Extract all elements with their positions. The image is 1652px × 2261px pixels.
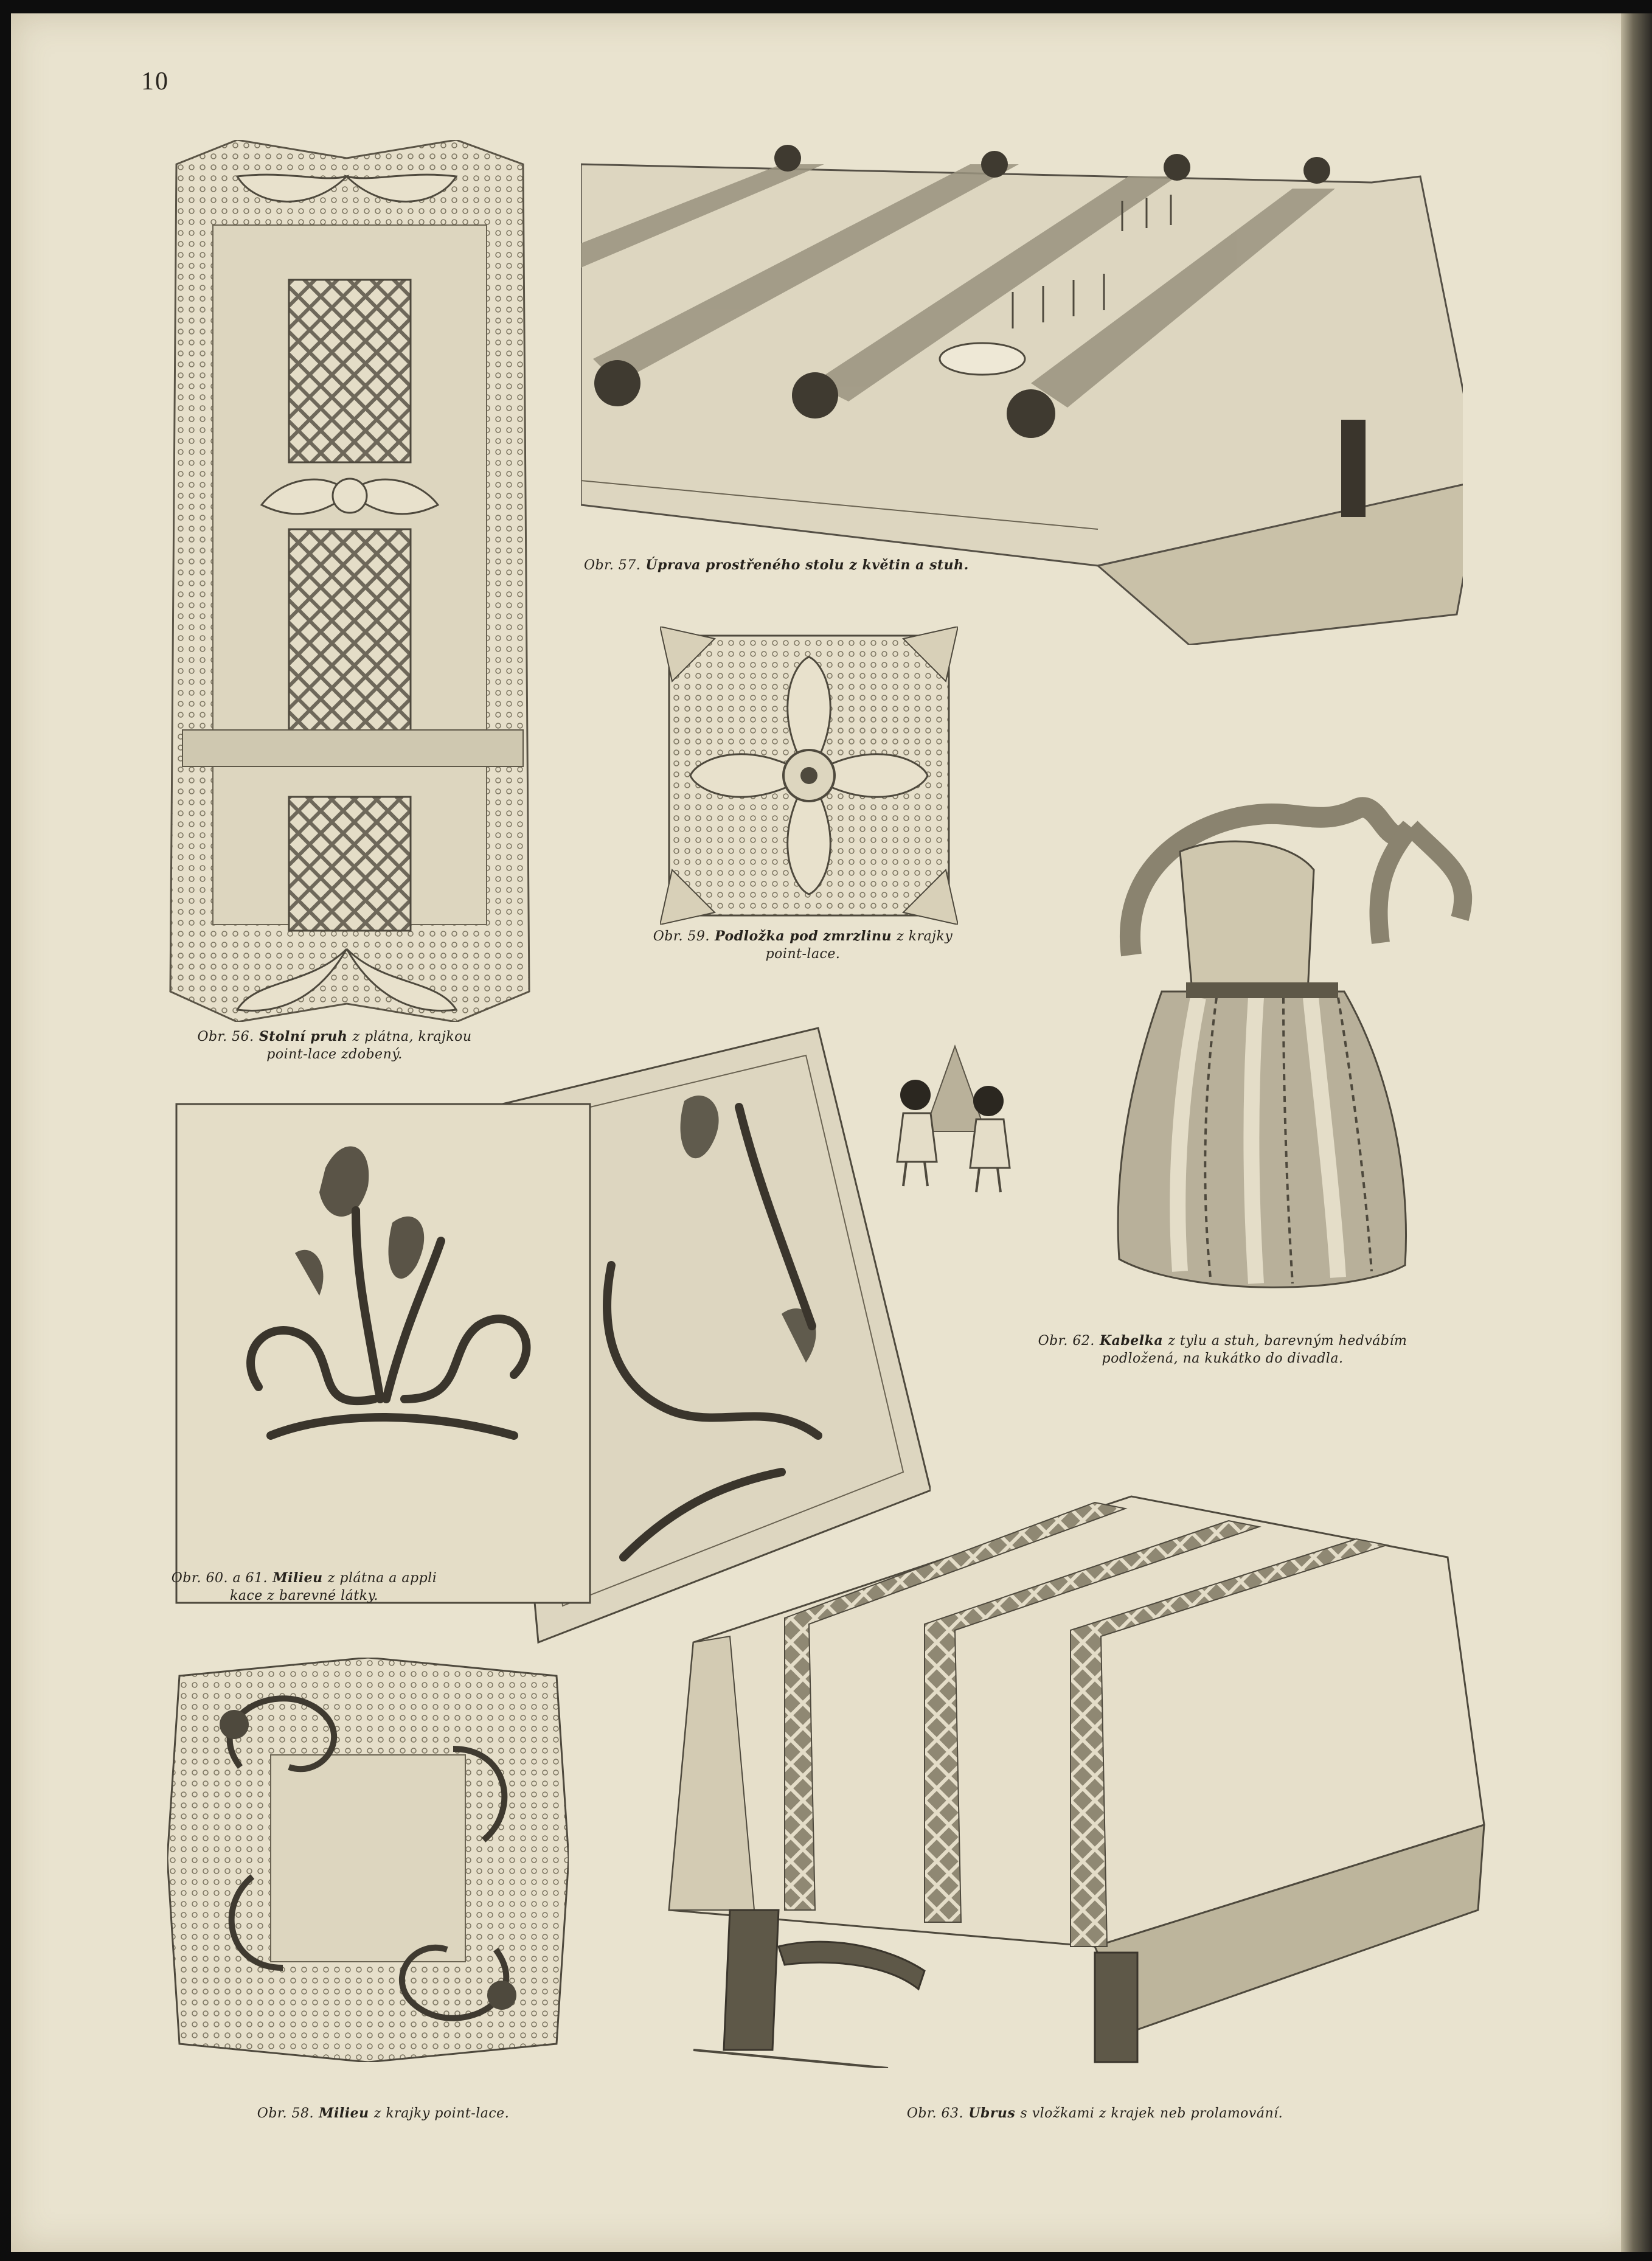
caption-desc: z plátna a appli — [327, 1571, 437, 1586]
theater-bag-illustration — [1095, 773, 1484, 1302]
caption-fig60 — [146, 1569, 462, 1605]
caption-title: Kabelka — [1100, 1333, 1164, 1349]
caption-fig63 — [821, 2105, 1369, 2122]
caption-title: Milieu — [319, 2105, 369, 2121]
table-runner-illustration — [164, 140, 535, 1022]
caption-title: Podložka pod zmrzlinu — [715, 928, 892, 944]
caption-number: Obr. 63. — [906, 2106, 964, 2121]
caption-desc: s vložkami z krajek neb prolamování. — [1020, 2106, 1283, 2121]
caption-desc: point-lace zdobený. — [266, 1047, 403, 1062]
caption-title: Stolní pruh — [259, 1029, 348, 1044]
point-lace-milieu-illustration — [167, 1658, 569, 2062]
ice-cream-doily-illustration — [660, 627, 958, 925]
caption-number: Obr. 56. — [197, 1029, 254, 1044]
caption-desc: z krajky — [897, 929, 953, 944]
caption-number: Obr. 58. — [257, 2106, 314, 2121]
caption-number: Obr. 60. a 61. — [171, 1571, 268, 1586]
caption-fig59 — [626, 928, 979, 963]
caption-desc: z tylu a stuh, barevným hedvábím — [1168, 1333, 1407, 1349]
caption-desc: z krajky point-lace. — [373, 2106, 510, 2121]
lace-tablecloth-illustration — [633, 1484, 1490, 2068]
caption-number: Obr. 57. — [584, 558, 641, 573]
caption-title: Milieu — [272, 1570, 323, 1586]
caption-desc: kace z barevné látky. — [229, 1588, 379, 1603]
caption-desc: point-lace. — [765, 946, 841, 962]
caption-fig58 — [201, 2105, 566, 2122]
caption-title: Úprava prostřeného stolu z květin a stuh. — [645, 557, 969, 573]
caption-number: Obr. 62. — [1038, 1333, 1095, 1349]
caption-fig57 — [584, 557, 1131, 574]
caption-desc: podložená, na kukátko do divadla. — [1102, 1351, 1344, 1366]
page-binding-edge — [1621, 13, 1652, 2252]
caption-fig62 — [998, 1332, 1448, 1367]
caption-title: Ubrus — [968, 2105, 1016, 2121]
caption-desc: z plátna, krajkou — [352, 1029, 472, 1044]
page-number: 10 — [141, 68, 169, 96]
caption-number: Obr. 59. — [653, 929, 710, 944]
